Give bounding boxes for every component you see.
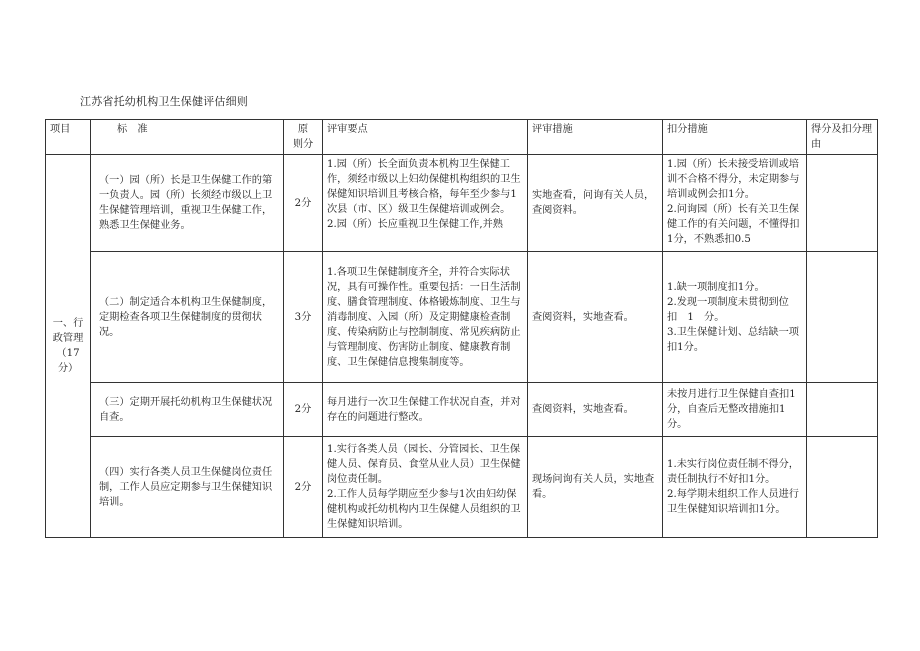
deduction-cell <box>663 383 807 437</box>
header-measures: 评审措施 <box>528 120 663 155</box>
deduction-point: 1.缺一项制度扣1分。 <box>667 281 765 293</box>
standard-cell: （一）园（所）长是卫生保健工作的第一负责人。园（所）长须经市级以上卫生保健管理培训，重视卫生保健工作，熟悉卫生保健业务。 <box>91 155 284 252</box>
requirement-point: 1.实行各类人员（园长、分管园长、卫生保健人员、保育员、食堂从业人员）卫生保健岗位责任制。 <box>327 444 521 485</box>
deduction-cell <box>663 252 807 383</box>
reason-cell <box>807 383 878 437</box>
measures-cell: 查阅资料，实地查看。 <box>528 383 663 437</box>
header-requirements: 评审要点 <box>323 120 528 155</box>
reason-cell <box>807 437 878 538</box>
table-row <box>46 252 878 383</box>
header-deduction: 扣分措施 <box>663 120 807 155</box>
score-cell: 2分 <box>284 437 323 538</box>
requirement-point: 2.工作人员每学期应至少参与1次由妇幼保健机构或托幼机构内卫生保健人员组织的卫生保健知识培训。 <box>327 489 521 530</box>
requirements-cell <box>323 383 528 437</box>
header-standard: 标 准 <box>91 120 284 155</box>
requirement-point: 每月进行一次卫生保健工作状况自查，并对存在的问题进行整改。 <box>327 396 521 423</box>
deduction-point: 1.园（所）长未接受培训或培训不合格不得分，未定期参与培训或例会扣1分。 <box>667 159 800 200</box>
deduction-point: 2.每学期未组织工作人员进行卫生保健知识培训扣1分。 <box>667 489 799 515</box>
deduction-cell <box>663 437 807 538</box>
requirement-point: 1.园（所）长全面负责本机构卫生保健工作，须经市级以上妇幼保健机构组织的卫生保健知识培训且考核合格，每年至少参与1次县（市、区）级卫生保健培训或例会。 <box>327 159 521 215</box>
table-row <box>46 437 878 538</box>
measures-cell: 实地查看，问询有关人员，查阅资料。 <box>528 155 663 252</box>
measures-cell: 查阅资料，实地查看。 <box>528 252 663 383</box>
requirements-cell <box>323 155 528 252</box>
reason-cell <box>807 252 878 383</box>
evaluation-table <box>45 119 878 538</box>
requirements-cell <box>323 252 528 383</box>
deduction-cell <box>663 155 807 252</box>
standard-cell: （三）定期开展托幼机构卫生保健状况自查。 <box>91 383 284 437</box>
requirement-point: 2.园（所）长应重视卫生保健工作,并熟 <box>327 219 503 230</box>
score-cell: 2分 <box>284 155 323 252</box>
score-cell: 2分 <box>284 383 323 437</box>
deduction-point: 3.卫生保健计划、总结缺一项扣1分。 <box>667 326 799 353</box>
score-cell: 3分 <box>284 252 323 383</box>
deduction-point: 未按月进行卫生保健自查扣1分，自查后无整改措施扣1分。 <box>667 389 796 430</box>
header-score: 原 则分 <box>284 120 323 155</box>
standard-cell: （四）实行各类人员卫生保健岗位责任制，工作人员应定期参与卫生保健知识培训。 <box>91 437 284 538</box>
deduction-point: 2.发现一项制度未贯彻到位 扣 1 分。 <box>667 296 799 323</box>
header-reason: 得分及扣分理由 <box>807 120 878 155</box>
requirement-point: 1.各项卫生保健制度齐全，并符合实际状况，具有可操作性。重要包括：一日生活制度、膳食管理制度、体格锻炼制度、卫生与消毒制度、入园（所）及定期健康检查制度、传染病防止与控制制度、常见疾病防止与管理制度、伤害防止制度、健康教育制度、卫生保健信息搜集制度等。 <box>327 266 521 368</box>
table-row <box>46 155 878 252</box>
header-item: 项目 <box>46 120 91 155</box>
deduction-point: 1.未实行岗位责任制不得分，责任制执行不好扣1分。 <box>667 459 799 485</box>
section-name-cell: 一、行政管理（17分） <box>46 155 91 538</box>
document-title: 江苏省托幼机构卫生保健评估细则 <box>80 95 248 108</box>
measures-cell: 现场问询有关人员，实地查看。 <box>528 437 663 538</box>
table-row <box>46 383 878 437</box>
standard-cell: （二）制定适合本机构卫生保健制度，定期检查各项卫生保健制度的贯彻状况。 <box>91 252 284 383</box>
reason-cell <box>807 155 878 252</box>
table-header-row <box>46 120 878 155</box>
deduction-point: 2.问询园（所）长有关卫生保健工作的有关问题，不懂得扣1分，不熟悉扣0.5 <box>667 204 800 245</box>
requirements-cell <box>323 437 528 538</box>
